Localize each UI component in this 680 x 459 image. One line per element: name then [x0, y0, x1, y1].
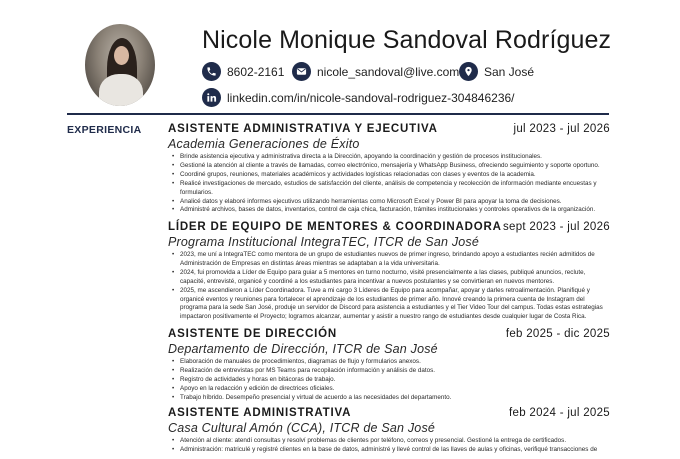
email-text: nicole_sandoval@live.com: [317, 64, 460, 79]
linkedin-icon: [202, 88, 221, 107]
job-organization: Academia Generaciones de Éxito: [168, 137, 360, 151]
location-text: San José: [484, 64, 535, 79]
job-bullets: [168, 153, 610, 215]
location-pin-icon: [459, 62, 478, 81]
job-entry-1: [168, 123, 610, 215]
linkedin-text: linkedin.com/in/nicole-sandoval-rodriguez-304846236/: [227, 90, 515, 105]
phone-icon: [202, 62, 221, 81]
bullet-item: • Apoyo en la redacción y edición de directrices oficiales.: [168, 385, 610, 394]
contact-linkedin[interactable]: [202, 88, 515, 107]
bullet-item: • Administración: matriculé y registré clientes en la base de datos, administré y llevé control de las llaves de aulas y oficinas, verifiqué transacciones de: [168, 446, 610, 455]
job-title: ASISTENTE DE DIRECCIÓN: [168, 328, 338, 340]
bullet-item: • Gestioné la atención al cliente a través de llamadas, correo electrónico, mensajería y WhatsApp Business, ofreciendo seguimiento y soporte oportuno.: [168, 162, 610, 171]
full-name: Nicole Monique Sandoval Rodríguez: [202, 26, 612, 54]
job-organization: Programa Institucional IntegraTEC, ITCR de San José: [168, 235, 480, 249]
job-date: jul 2023 - jul 2026: [513, 123, 610, 135]
mail-icon: [292, 62, 311, 81]
photo-shirt-shape: [99, 74, 143, 106]
bullet-item: • 2025, me ascendieron a Líder Coordinadora. Tuve a mi cargo 3 Líderes de Equipo para acompañar, apoyar y darles retroalimentación. Planifiqué y organicé eventos y reuniones para fortalecer el aprendizaje de los estudiantes de primer año. Innové creando la primera cuenta de Instagram del programa para la sede San José, produje un servidor de Discord para asistencia a estudiantes y el Tier Video Tour del campus. Todas estas estrategias impactaron positivamente el Proyecto; logramos alcanzar, aumentar y asistir a nuestro rango de estudiantes desde cualquier lugar de Costa Rica.: [168, 287, 610, 323]
job-title: LÍDER DE EQUIPO DE MENTORES & COORDINADORA: [168, 221, 502, 233]
bullet-item: • Elaboración de manuales de procedimientos, diagramas de flujo y formularios anexos.: [168, 358, 610, 367]
bullet-item: • Brinde asistencia ejecutiva y administrativa directa a la Dirección, apoyando la coordinación y gestión de procesos institucionales.: [168, 153, 610, 162]
job-title: ASISTENTE ADMINISTRATIVA Y EJECUTIVA: [168, 123, 438, 135]
job-title: ASISTENTE ADMINISTRATIVA: [168, 407, 352, 419]
job-date: feb 2025 - dic 2025: [505, 328, 610, 340]
job-date: feb 2024 - jul 2025: [509, 407, 610, 419]
phone-text: 8602-2161: [227, 64, 285, 79]
bullet-item: • 2024, fui promovida a Líder de Equipo para guiar a 5 mentores en turno nocturno, visité presencialmente a las clases, publiqué anuncios, reclute, capacité, entrevisté, organicé y coordiné a los estudiantes para incentivar a nuevos postulantes y se convirtieran en nuevos mentores.: [168, 269, 610, 287]
photo-face-shape: [114, 46, 129, 65]
bullet-item: • Realicé investigaciones de mercado, estudios de satisfacción del cliente, análisis de competencia y recolección de información mediante encuestas y formularios.: [168, 180, 610, 198]
job-entry-4: [168, 407, 610, 455]
job-bullets: [168, 358, 610, 403]
bullet-item: • Coordiné grupos, reuniones, materiales académicos y actividades logísticas relacionadas con clases y eventos de la academia.: [168, 171, 610, 180]
profile-photo: [85, 24, 155, 106]
bullet-item: • 2023, me uní a IntegraTEC como mentora de un grupo de estudiantes nuevos de primer ingreso, brindando apoyo a estudiantes recién admitidos de Administración de Empresas en distintas áreas mientras se adaptaban a la vida universitaria.: [168, 251, 610, 269]
job-bullets: [168, 251, 610, 322]
job-entry-2: [168, 221, 610, 322]
header-divider: [67, 113, 609, 115]
contact-phone[interactable]: [202, 62, 284, 81]
section-title-experience: EXPERIENCIA: [67, 124, 142, 136]
job-entry-3: [168, 328, 610, 403]
bullet-item: • Analicé datos y elaboré informes ejecutivos utilizando herramientas como Microsoft Excel y Power BI para apoyar la toma de decisiones.: [168, 198, 610, 207]
job-organization: Casa Cultural Amón (CCA), ITCR de San José: [168, 421, 436, 435]
bullet-item: • Trabajo híbrido. Desempeño presencial y virtual de acuerdo a las necesidades del departamento.: [168, 394, 610, 403]
bullet-item: • Registro de actividades y horas en bitácoras de trabajo.: [168, 376, 610, 385]
bullet-item: • Administré archivos, bases de datos, inventarios, control de caja chica, facturación, trámites institucionales y controles operativos de la organización.: [168, 206, 610, 215]
job-date: sept 2023 - jul 2026: [502, 221, 610, 233]
bullet-item: • Atención al cliente: atendí consultas y resolví problemas de clientes por teléfono, correos y presencial. Gestioné la entrega de certificados.: [168, 437, 610, 446]
job-bullets: [168, 437, 610, 455]
contact-email[interactable]: [292, 62, 459, 81]
bullet-item: • Realización de entrevistas por MS Teams para recopilación información y análisis de datos.: [168, 367, 610, 376]
job-organization: Departamento de Dirección, ITCR de San José: [168, 342, 438, 356]
contact-location: [459, 62, 534, 81]
